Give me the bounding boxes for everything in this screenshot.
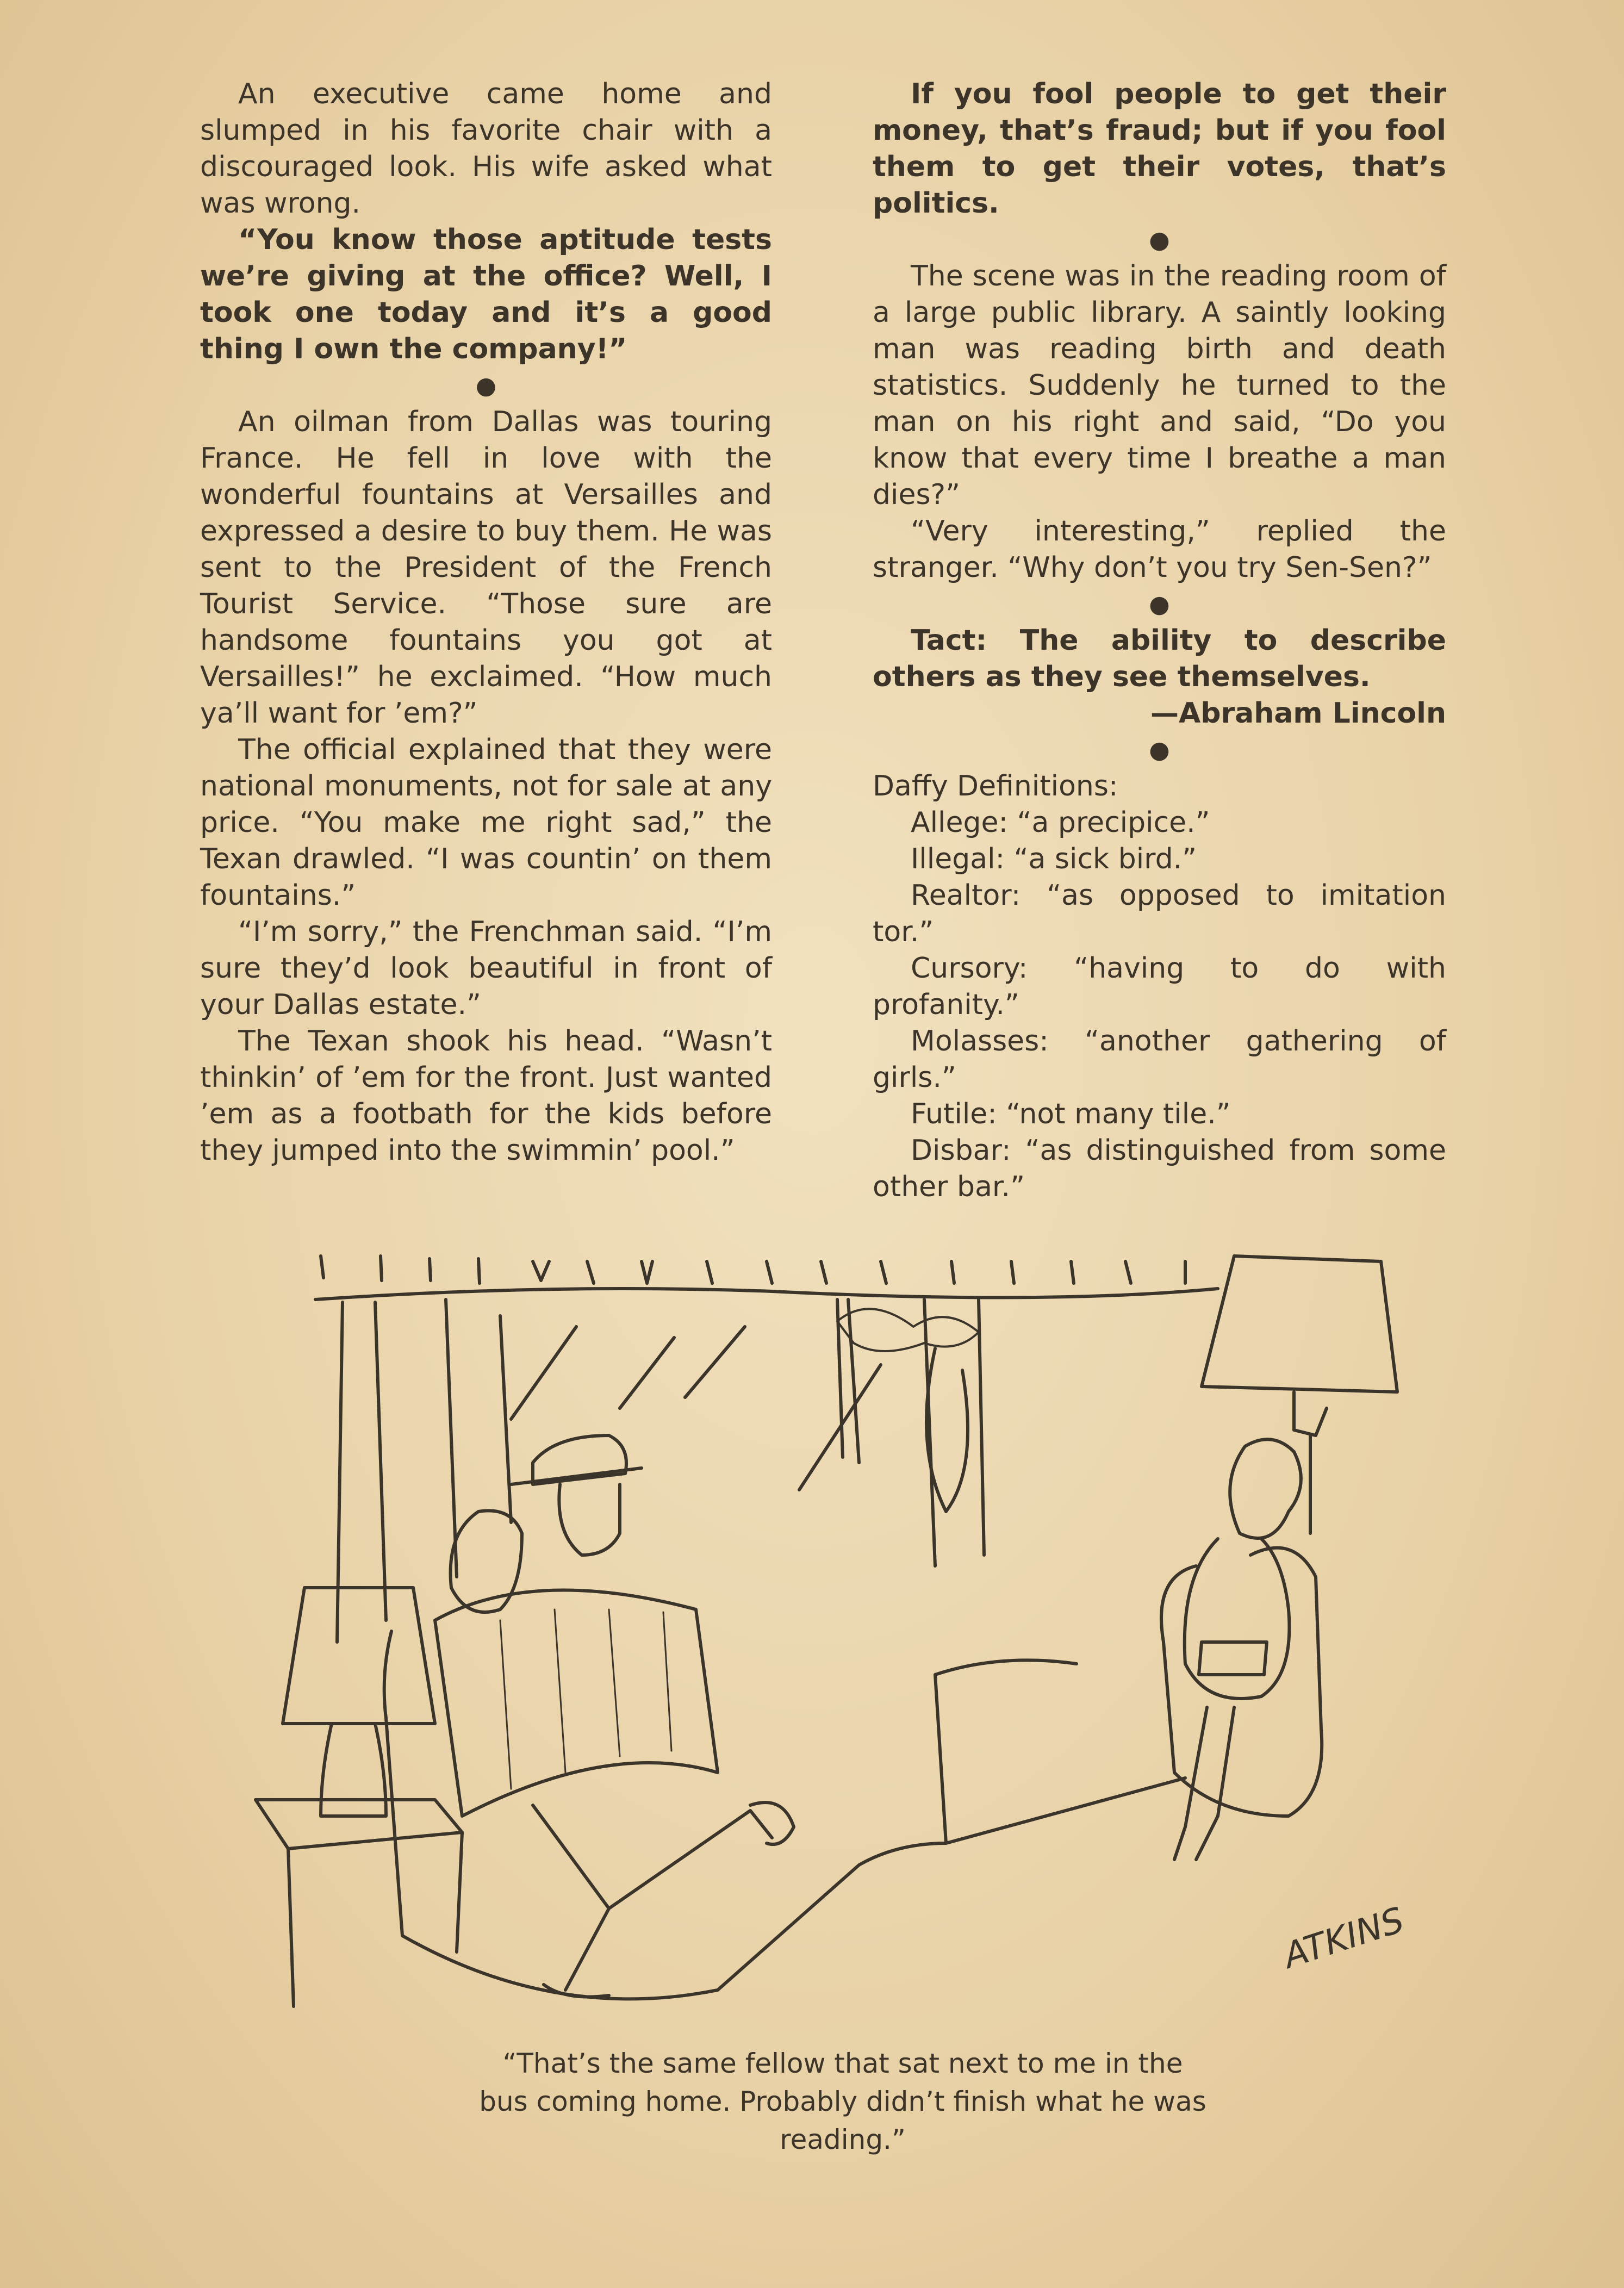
definition-item: Illegal: “a sick bird.” bbox=[911, 843, 1197, 875]
definition-item: Allege: “a precipice.” bbox=[911, 806, 1210, 839]
table-lamp-base bbox=[321, 1724, 386, 1816]
cartoon-caption: “That’s the same fellow that sat next to me in the bus coming home. Probably didn’t finish what he was reading.” bbox=[479, 2048, 1206, 2155]
cartoon-illustration bbox=[228, 1229, 1457, 2034]
cartoon-signature: ATKINS bbox=[1279, 1900, 1409, 1977]
separator-dot: ● bbox=[1149, 736, 1170, 764]
table-lamp-shade bbox=[283, 1588, 435, 1724]
definition-item: Realtor: “as opposed to imitation tor.” bbox=[873, 879, 1446, 948]
quote-politics: If you fool people to get their money, that’s fraud; but if you fool them to get their votes, that’s politics. bbox=[873, 78, 1446, 220]
joke-executive-p1: An executive came home and slumped in his favorite chair with a discouraged look. His wife asked what was wrong. bbox=[200, 78, 772, 220]
definitions-heading: Daffy Definitions: bbox=[873, 770, 1118, 803]
definition-item: Futile: “not many tile.” bbox=[911, 1098, 1231, 1130]
window-streaks bbox=[511, 1327, 881, 1490]
joke-executive-p2: “You know those aptitude tests we’re giving at the office? Well, I took one today and it’s a good thing I own the company!” bbox=[200, 223, 772, 365]
woman-legs bbox=[1174, 1707, 1234, 1860]
newspaper bbox=[435, 1590, 718, 1816]
joke-library-p2: “Very interesting,” replied the stranger. “Why don’t you try Sen-Sen?” bbox=[873, 515, 1446, 584]
man-legs bbox=[533, 1805, 772, 1990]
armchair bbox=[1161, 1548, 1322, 1816]
right-column bbox=[873, 76, 1446, 1205]
joke-oilman-p3: “I’m sorry,” the Frenchman said. “I’m sure they’d look beautiful in front of your Dallas estate.” bbox=[200, 916, 772, 1021]
separator-dot: ● bbox=[1149, 590, 1170, 618]
separator-dot: ● bbox=[1149, 226, 1170, 254]
woman-book bbox=[1199, 1642, 1267, 1675]
quote-tact: Tact: The ability to describe others as they see themselves. bbox=[873, 624, 1446, 693]
quote-tact-author: —Abraham Lincoln bbox=[1150, 697, 1446, 730]
separator-dot: ● bbox=[475, 372, 497, 400]
joke-oilman-p1: An oilman from Dallas was touring France. He fell in love with the wonderful fountains at Versailles and expressed a desire to buy them. He was sent to the President of the French Tourist Service. “Those sure are handsome fountains you got at Versailles!” he exclaimed. “How much ya’ll want for ’em?” bbox=[200, 406, 772, 730]
definition-item: Disbar: “as distinguished from some other bar.” bbox=[873, 1134, 1446, 1203]
curtain-rod bbox=[315, 1289, 1218, 1300]
man-head-back bbox=[559, 1484, 620, 1555]
tree-outside bbox=[837, 1309, 979, 1351]
left-curtain bbox=[337, 1300, 457, 1642]
joke-oilman-p2: The official explained that they were national monuments, not for sale at any price. “You make me right sad,” the Texan drawled. “I was countin’ on them fountains.” bbox=[200, 733, 772, 912]
side-table bbox=[256, 1800, 462, 2006]
man-shoes bbox=[544, 1802, 794, 1997]
valance-ticks bbox=[321, 1256, 1185, 1283]
floor-lamp-shade bbox=[1202, 1256, 1397, 1392]
left-column bbox=[200, 76, 772, 1169]
joke-library-p1: The scene was in the reading room of a large public library. A saintly looking man was reading birth and death statistics. Suddenly he turned to the man on his right and said, “Do you know that every time I breathe a man dies?” bbox=[873, 260, 1446, 511]
man-hat bbox=[511, 1435, 642, 1484]
window-frame bbox=[500, 1300, 984, 1566]
joke-oilman-p4: The Texan shook his head. “Wasn’t thinkin’ of ’em for the front. Just wanted ’em as a footbath for the kids before they jumped into the swimmin’ pool.” bbox=[200, 1025, 772, 1167]
definition-item: Cursory: “having to do with profanity.” bbox=[873, 952, 1446, 1021]
man-head-front bbox=[451, 1510, 522, 1612]
woman-head bbox=[1230, 1439, 1301, 1538]
definition-item: Molasses: “another gathering of girls.” bbox=[873, 1025, 1446, 1094]
